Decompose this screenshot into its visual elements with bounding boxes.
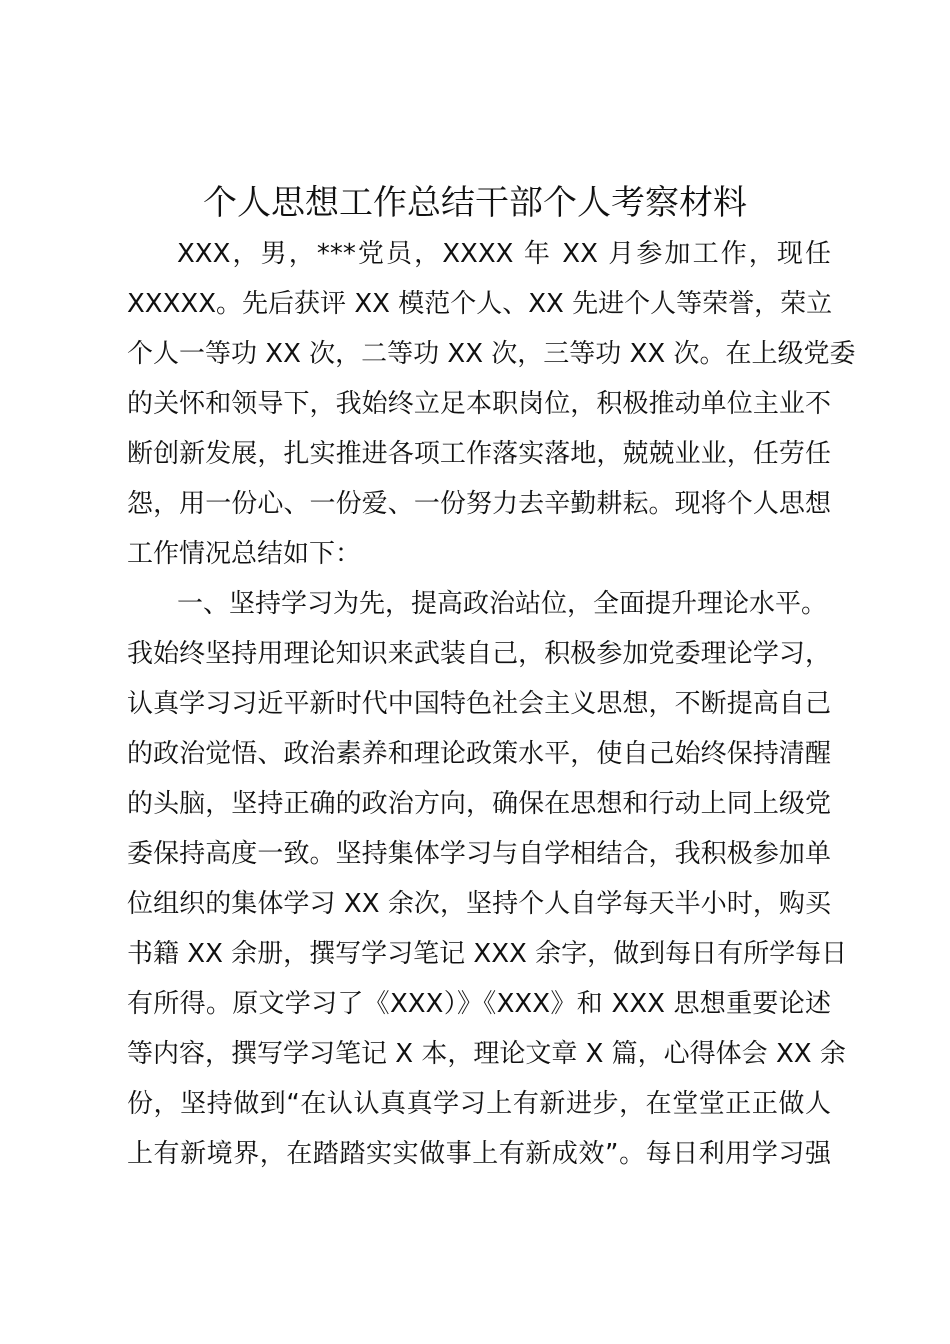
paragraph-line: 我始终坚持用理论知识来武装自己，积极参加党委理论学习， [127,639,831,669]
paragraph-line: XXXXX。先后获评 XX 模范个人、XX 先进个人等荣誉，荣立 [127,289,833,319]
document-title: 个人思想工作总结干部个人考察材料 [203,183,747,223]
paragraph-line: 书籍 XX 余册，撰写学习笔记 XXX 余字，做到每日有所学每日 [127,939,848,969]
paragraph-line: 怨，用一份心、一份爱、一份努力去辛勤耕耘。现将个人思想 [127,489,831,519]
paragraph-line: 上有新境界，在踏踏实实做事上有新成效”。每日利用学习强 [127,1139,831,1169]
paragraph-line: 认真学习习近平新时代中国特色社会主义思想，不断提高自己 [127,689,831,719]
paragraph-line: XXX，男，***党员，XXXX 年 XX 月参加工作，现任 [177,239,831,269]
paragraph-line: 的政治觉悟、政治素养和理论政策水平，使自己始终保持清醒 [127,739,831,769]
paragraph-line: 份，坚持做到“在认认真真学习上有新进步，在堂堂正正做人 [127,1089,831,1119]
paragraph-line: 断创新发展，扎实推进各项工作落实落地，兢兢业业，任劳任 [127,439,831,469]
paragraph-line: 的关怀和领导下，我始终立足本职岗位，积极推动单位主业不 [127,389,831,419]
paragraph-line: 委保持高度一致。坚持集体学习与自学相结合，我积极参加单 [127,839,831,869]
paragraph-line: 的头脑，坚持正确的政治方向，确保在思想和行动上同上级党 [127,789,831,819]
paragraph-line: 个人一等功 XX 次，二等功 XX 次，三等功 XX 次。在上级党委 [127,339,856,369]
paragraph-line: 工作情况总结如下： [127,539,362,569]
section-heading: 一、坚持学习为先，提高政治站位，全面提升理论水平。 [177,589,828,619]
paragraph-line: 等内容，撰写学习笔记 X 本，理论文章 X 篇，心得体会 XX 余 [127,1039,846,1069]
paragraph-line: 位组织的集体学习 XX 余次，坚持个人自学每天半小时，购买 [127,889,831,919]
paragraph-line: 有所得。原文学习了《XXX）》《XXX》和 XXX 思想重要论述 [127,989,831,1019]
